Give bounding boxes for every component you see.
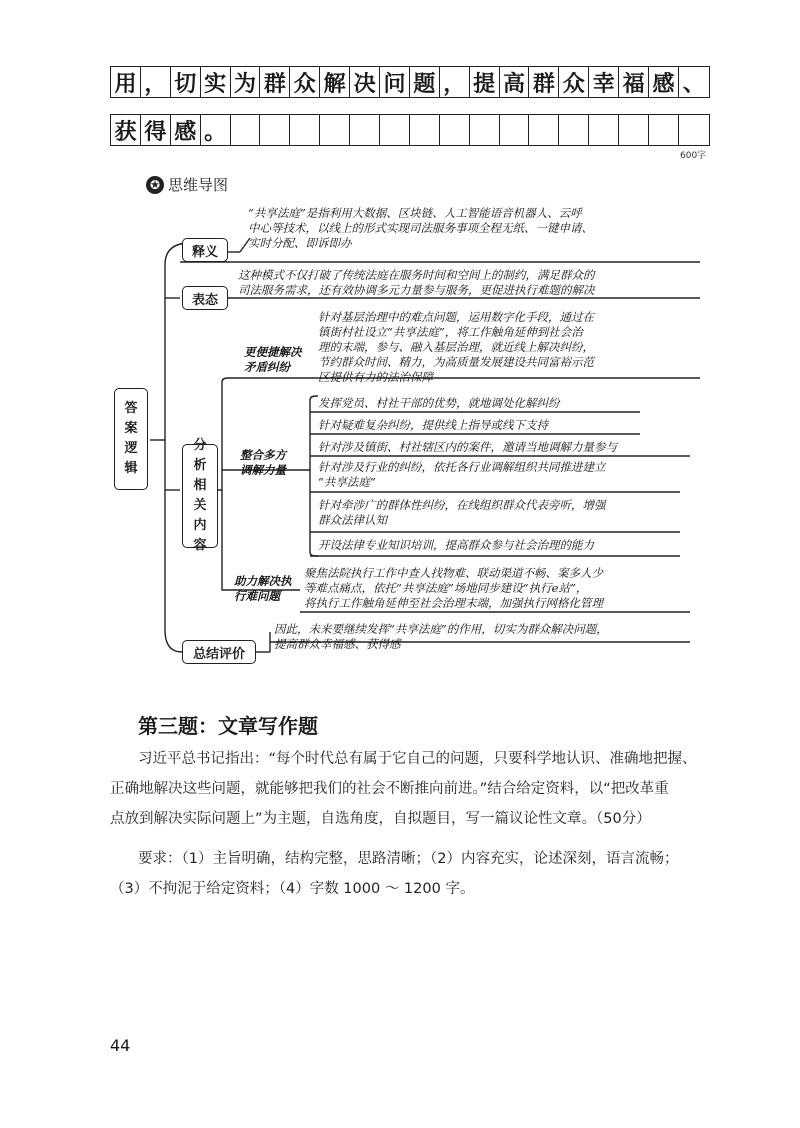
grid-cell: 群 xyxy=(529,67,559,97)
b2-item xyxy=(318,538,698,553)
grid-cell: 题 xyxy=(410,67,440,97)
word-count: 600字 xyxy=(680,151,707,161)
text-line: 因此，未来要继续发挥“共享法庭”的作用，切实为群众解决问题， xyxy=(274,622,608,636)
section-line-2: 正确地解决这些问题，就能够把我们的社会不断推向前进。”结合给定资料，以“把改革重 xyxy=(110,781,669,797)
text-line: 实时分配、即诉即办 xyxy=(248,236,352,250)
b1-label xyxy=(244,345,314,375)
mindmap-title: 思维导图 xyxy=(168,176,229,194)
b2-item xyxy=(318,396,698,411)
text-line: 整合多方 xyxy=(240,448,286,462)
grid-cell: 感 xyxy=(171,115,201,145)
text-line: 提高群众幸福感、获得感 xyxy=(274,637,401,651)
section-line-5: （3）不拘泥于给定资料；（4）字数 1000 ～ 1200 字。 xyxy=(110,881,475,897)
grid-cell: 感 xyxy=(649,67,679,97)
grid-cell: ， xyxy=(440,67,470,97)
grid-cell: 提 xyxy=(470,67,500,97)
text-line: 针对涉及行业的纠纷，依托各行业调解组织共同推进建立 xyxy=(318,460,606,474)
grid-cell: ， xyxy=(141,67,171,97)
text-line: 发挥党员、村社干部的优势，就地调处化解纠纷 xyxy=(318,396,560,410)
node-fenxi: 分 析 相 关 内 容 xyxy=(182,444,218,548)
text-line: 将执行工作触角延伸至社会治理末端，加强执行网格化管理 xyxy=(304,596,603,610)
b2-item xyxy=(318,440,698,455)
grid-cell: 。 xyxy=(201,115,231,145)
text-line: 针对牵涉广的群体性纠纷，在线组织群众代表旁听，增强 xyxy=(318,498,606,512)
section-line-3: 点放到解决实际问题上”为主题，自选角度，自拟题目，写一篇议论性文章。（50分） xyxy=(110,811,651,827)
zongjie-text xyxy=(274,622,694,652)
text-line: 中心等技术，以线上的形式实现司法服务事项全程无纸、一键申请、 xyxy=(248,221,593,235)
text-line: 理的末端，参与、融入基层治理，就近线上解决纠纷， xyxy=(318,340,594,354)
text-line: 助力解决执 xyxy=(234,574,292,588)
grid-cell: 切 xyxy=(171,67,201,97)
grid-cell: 众 xyxy=(559,67,589,97)
text-line: 针对疑难复杂纠纷，提供线上指导或线下支持 xyxy=(318,418,548,432)
node-zongjie: 总结评价 xyxy=(182,640,256,664)
b2-item xyxy=(318,498,698,528)
grid-cell: 决 xyxy=(350,67,380,97)
text-line: 区提供有力的法治保障 xyxy=(318,370,433,384)
text-line: 聚焦法院执行工作中查人找物难、联动渠道不畅、案多人少 xyxy=(304,566,603,580)
b2-item xyxy=(318,460,698,490)
text-line: 群众法律认知 xyxy=(318,513,387,527)
b3-label xyxy=(234,574,300,604)
text-line: 司法服务需求，还有效协调多元力量参与服务，更促进执行难题的解决 xyxy=(238,283,595,297)
text-line: “共享法庭”是指利用大数据、区块链、人工智能语音机器人、云呼 xyxy=(248,206,582,220)
b1-text xyxy=(318,310,698,385)
grid-cell: 众 xyxy=(290,67,320,97)
grid-cell: 幸 xyxy=(589,67,619,97)
star-circle-icon: ✪ xyxy=(146,176,164,194)
grid-cell: 得 xyxy=(141,115,171,145)
text-line: “共享法庭” xyxy=(318,475,376,489)
grid-cell: 问 xyxy=(380,67,410,97)
grid-cell: 福 xyxy=(619,67,649,97)
grid-cell: 实 xyxy=(201,67,231,97)
section-title: 第三题：文章写作题 xyxy=(138,714,318,738)
text-line: 开设法律专业知识培训，提高群众参与社会治理的能力 xyxy=(318,538,594,552)
mindmap-root: 答 案 逻 辑 xyxy=(114,388,148,490)
text-line: 调解力量 xyxy=(240,463,286,477)
grid-cell: 为 xyxy=(231,67,261,97)
section-line-1: 习近平总书记指出：“每个时代总有属于它自己的问题，只要科学地认识、准确地把握、 xyxy=(138,751,697,767)
grid-cell: 解 xyxy=(320,67,350,97)
grid-cell: 群 xyxy=(260,67,290,97)
section-line-4: 要求：（1）主旨明确，结构完整，思路清晰；（2）内容充实，论述深刻，语言流畅； xyxy=(138,851,679,867)
grid-cell: 获 xyxy=(111,115,141,145)
text-line: 这种模式不仅打破了传统法庭在服务时间和空间上的制约，满足群众的 xyxy=(238,268,595,282)
grid-cell: 、 xyxy=(682,70,705,97)
b2-item xyxy=(318,418,698,433)
text-line: 镇街村社设立“共享法庭”，将工作触角延伸到社会治 xyxy=(318,325,583,339)
node-shiyi: 释义 xyxy=(182,238,228,262)
text-line: 节约群众时间、精力，为高质量发展建设共同富裕示范 xyxy=(318,355,594,369)
shiyi-text xyxy=(248,206,688,251)
b2-label xyxy=(240,448,306,478)
grid-cell: 用 xyxy=(111,67,141,97)
text-line: 针对涉及镇街、村社辖区内的案件，邀请当地调解力量参与 xyxy=(318,440,617,454)
page-number: 44 xyxy=(110,1036,131,1055)
node-biaotai: 表态 xyxy=(182,286,228,310)
b3-text xyxy=(304,566,694,611)
text-line: 矛盾纠纷 xyxy=(244,360,290,374)
text-line: 行难问题 xyxy=(234,589,280,603)
text-line: 更便捷解决 xyxy=(244,345,302,359)
text-line: 针对基层治理中的难点问题，运用数字化手段，通过在 xyxy=(318,310,594,324)
grid-cell: 高 xyxy=(500,67,530,97)
text-line: 等难点痛点，依托“共享法庭”场地同步建设“执行e站”， xyxy=(304,581,588,595)
biaotai-text xyxy=(238,268,698,298)
